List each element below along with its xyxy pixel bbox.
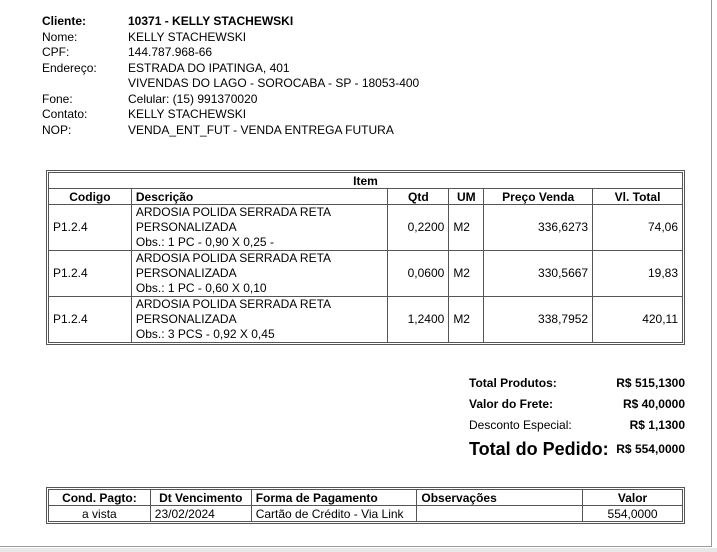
endereco-value-2: VIVENDAS DO LAGO - SOROCABA - SP - 18053-400: [128, 76, 420, 90]
desc-obs: Obs.: 1 PC - 0,90 X 0,25 -: [135, 235, 274, 249]
contato-label: Contato:: [42, 107, 88, 121]
nop-value: VENDA_ENT_FUT - VENDA ENTREGA FUTURA: [128, 122, 394, 137]
cell-dt-vencimento: 23/02/2024: [150, 506, 251, 522]
desc-line-2: PERSONALIZADA: [135, 220, 237, 234]
cliente-row: [42, 14, 419, 30]
nome-row: [42, 30, 419, 46]
cell-um: M2: [449, 251, 484, 297]
desc-line-1: ARDOSIA POLIDA SERRADA RETA: [135, 297, 332, 311]
contato-row: [42, 107, 419, 123]
totals-block: [469, 373, 685, 462]
nome-value: KELLY STACHEWSKI: [128, 29, 247, 44]
table-row: [49, 297, 683, 343]
header-dt-vencimento: Dt Vencimento: [150, 490, 251, 506]
desc-line-1: ARDOSIA POLIDA SERRADA RETA: [135, 205, 332, 219]
header-descricao: Descrição: [131, 189, 388, 205]
cell-codigo: P1.2.4: [49, 297, 132, 343]
header-forma-pagamento: Forma de Pagamento: [251, 490, 417, 506]
contato-value: KELLY STACHEWSKI: [128, 107, 247, 121]
nop-row: [42, 123, 419, 139]
valor-frete-row: [469, 394, 685, 415]
cliente-value: 10371 - KELLY STACHEWSKI: [128, 14, 294, 28]
desc-obs: Obs.: 1 PC - 0,60 X 0,10: [135, 281, 267, 295]
cpf-value: 144.787.968-66: [128, 45, 213, 59]
cell-preco: 336,6273: [484, 205, 593, 251]
total-pedido-label: Total do Pedido:: [469, 439, 609, 459]
items-table: [48, 172, 683, 343]
desc-line-2: PERSONALIZADA: [135, 266, 237, 280]
desconto-row: [469, 415, 685, 436]
cell-qtd: 0,2200: [388, 205, 449, 251]
desconto-value: R$ 1,1300: [629, 418, 685, 432]
cell-qtd: 1,2400: [388, 297, 449, 343]
cell-um: M2: [449, 297, 484, 343]
desconto-label: Desconto Especial:: [469, 418, 572, 432]
total-produtos-value: R$ 515,1300: [616, 376, 685, 390]
cell-total: 19,83: [593, 251, 683, 297]
cell-preco: 338,7952: [484, 297, 593, 343]
endereco-value-1: ESTRADA DO IPATINGA, 401: [128, 60, 290, 75]
cell-descricao: [131, 251, 388, 297]
fone-label: Fone:: [42, 91, 73, 106]
cpf-row: [42, 45, 419, 61]
endereco-row: [42, 61, 419, 77]
cell-preco: 330,5667: [484, 251, 593, 297]
valor-frete-value: R$ 40,0000: [622, 397, 685, 411]
endereco-label: Endereço:: [42, 60, 97, 75]
header-total: Vl. Total: [593, 189, 683, 205]
total-produtos-label: Total Produtos:: [469, 376, 557, 390]
desc-line-1: ARDOSIA POLIDA SERRADA RETA: [135, 251, 332, 265]
desc-obs: Obs.: 3 PCS - 0,92 X 0,45: [135, 327, 275, 341]
payment-header-row: [49, 490, 683, 506]
payment-table: [48, 489, 683, 522]
scroll-area-bottom: [0, 548, 717, 552]
nome-label: Nome:: [42, 29, 78, 44]
page-border-bottom: [0, 546, 712, 547]
total-produtos-row: [469, 373, 685, 394]
header-preco: Preço Venda: [484, 189, 593, 205]
header-um: UM: [449, 189, 484, 205]
desc-line-2: PERSONALIZADA: [135, 312, 237, 326]
header-qtd: Qtd: [388, 189, 449, 205]
header-valor: Valor: [583, 490, 683, 506]
header-codigo: Codigo: [49, 189, 132, 205]
nop-label: NOP:: [42, 122, 72, 137]
total-pedido-value: R$ 554,0000: [616, 442, 685, 456]
cell-observacoes: [417, 506, 583, 522]
endereco-row-2: [42, 76, 419, 92]
header-cond-pagto: Cond. Pagto:: [49, 490, 151, 506]
cell-valor: 554,0000: [583, 506, 683, 522]
fone-row: [42, 92, 419, 108]
client-info: [42, 14, 419, 138]
cell-cond-pagto: a vista: [49, 506, 151, 522]
cell-codigo: P1.2.4: [49, 205, 132, 251]
page-border-right: [711, 0, 712, 546]
cell-total: 74,06: [593, 205, 683, 251]
cell-descricao: [131, 297, 388, 343]
items-header-row: [49, 189, 683, 205]
cpf-label: CPF:: [42, 45, 70, 59]
cell-descricao: [131, 205, 388, 251]
payment-row: [49, 506, 683, 522]
cell-qtd: 0,0600: [388, 251, 449, 297]
cell-codigo: P1.2.4: [49, 251, 132, 297]
total-pedido-row: [469, 436, 685, 462]
fone-value: Celular: (15) 991370020: [128, 91, 258, 106]
cell-um: M2: [449, 205, 484, 251]
cell-forma-pagamento: Cartão de Crédito - Via Link: [251, 506, 417, 522]
cliente-label: Cliente:: [42, 14, 87, 28]
header-observacoes: Observações: [417, 490, 583, 506]
cell-total: 420,11: [593, 297, 683, 343]
valor-frete-label: Valor do Frete:: [469, 397, 554, 411]
items-title: Item: [49, 173, 683, 189]
table-row: [49, 251, 683, 297]
table-row: [49, 205, 683, 251]
